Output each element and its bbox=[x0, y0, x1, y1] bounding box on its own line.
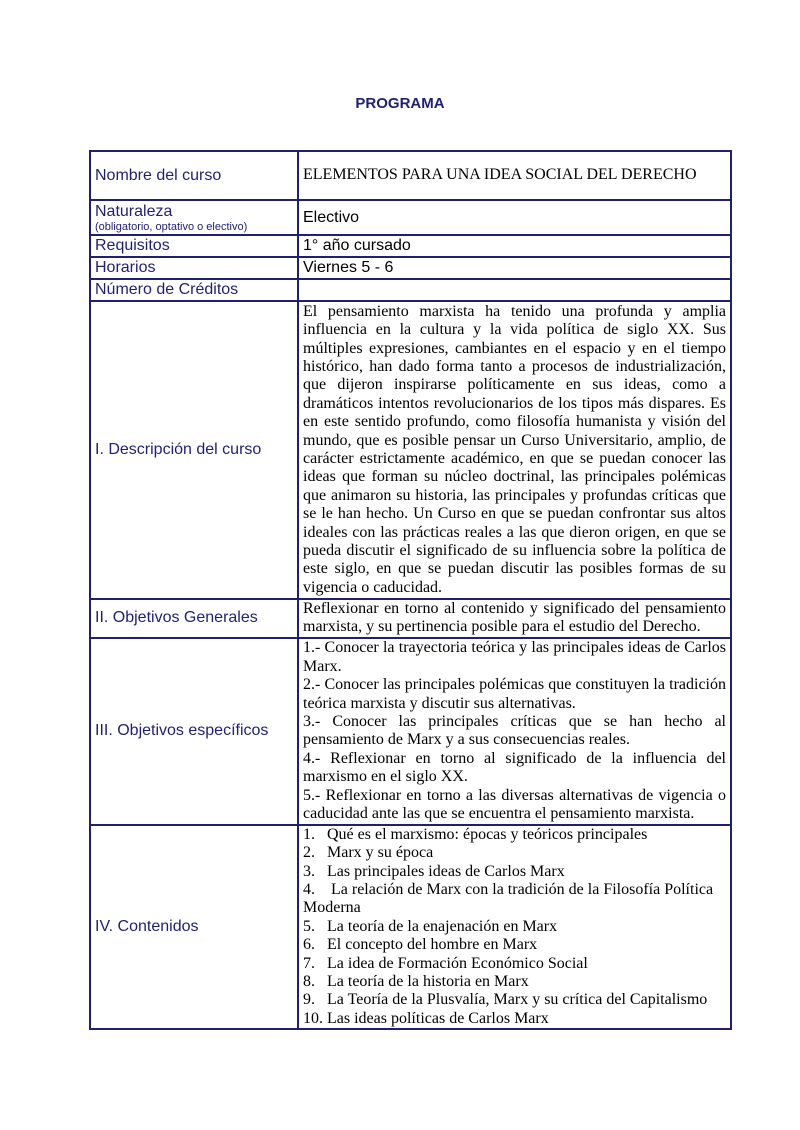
value-generales: Reflexionar en torno al contenido y significado del pensamiento marxista, y su pertinencia posible para el estudio del Derecho. bbox=[298, 599, 731, 638]
value-requisitos: 1° año cursado bbox=[298, 235, 731, 257]
value-creditos bbox=[298, 279, 731, 301]
label-contenidos: IV. Contenidos bbox=[90, 825, 298, 1029]
label-creditos: Número de Créditos bbox=[90, 279, 298, 301]
row-requisitos bbox=[90, 235, 731, 257]
row-especificos bbox=[90, 638, 731, 825]
label-requisitos: Requisitos bbox=[90, 235, 298, 257]
objective-item: 5.- Reflexionar en torno a las diversas alternativas de vigencia o caducidad ante las que se encuentra el pensamiento marxista. bbox=[303, 786, 726, 822]
objective-item: 1.- Conocer la trayectoria teórica y las principales ideas de Carlos Marx. bbox=[303, 639, 726, 675]
page-title: PROGRAMA bbox=[355, 95, 445, 112]
value-descripcion: El pensamiento marxista ha tenido una profunda y amplia influencia en la cultura y la vida política de siglo XX. Sus múltiples expresiones, cambiantes en el espacio y en el tiempo histórico, han dado forma tanto a procesos de industrialización, que dijeron inspirarse políticamente en sus ideas, como a dramáticos intentos revolucionarios de los tipos más dispares. Es en este sentido profundo, como filosofía humanista y visión del mundo, que es posible pensar un Curso Universitario, amplio, de carácter estrictamente académico, en que se puedan conocer las ideas que forman su núcleo doctrinal, las principales polémicas que animaron su historia, las principales y profundas críticas que se le han hecho. Un Curso en que se puedan confrontar sus altos ideales con las prácticas reales a las que dieron origen, en que se pueda discutir el significado de su influencia sobre la política de este siglo, en que se puedan discutir las posibles formas de su vigencia o caducidad. bbox=[298, 301, 731, 599]
row-generales bbox=[90, 599, 731, 638]
objective-item: 4.- Reflexionar en torno al significado de la influencia del marxismo en el siglo XX. bbox=[303, 749, 726, 786]
content-item: 2. Marx y su época bbox=[303, 844, 434, 862]
label-descripcion: I. Descripción del curso bbox=[90, 301, 298, 599]
row-naturaleza bbox=[90, 200, 731, 235]
value-nombre: ELEMENTOS PARA UNA IDEA SOCIAL DEL DERECHO bbox=[298, 151, 731, 200]
value-contenidos bbox=[298, 825, 731, 1029]
content-item: 8. La teoría de la historia en Marx bbox=[303, 973, 529, 991]
row-contenidos bbox=[90, 825, 731, 1029]
program-table bbox=[89, 150, 732, 1030]
label-naturaleza-sub: (obligatorio, optativo o electivo) bbox=[95, 220, 248, 233]
label-nombre: Nombre del curso bbox=[90, 151, 298, 200]
value-naturaleza: Electivo bbox=[298, 200, 731, 235]
row-descripcion bbox=[90, 301, 731, 599]
value-especificos bbox=[298, 638, 731, 825]
label-naturaleza-text: Naturaleza bbox=[95, 202, 173, 220]
objective-item: 2.- Conocer las principales polémicas que constituyen la tradición teórica marxista y discutir sus alternativas. bbox=[303, 676, 726, 712]
content-item: 1. Qué es el marxismo: épocas y teóricos principales bbox=[303, 825, 648, 843]
objective-item: 3.- Conocer las principales críticas que se han hecho al pensamiento de Marx y a sus consecuencias reales. bbox=[303, 712, 726, 749]
content-item: 5. La teoría de la enajenación en Marx bbox=[303, 917, 558, 935]
label-naturaleza bbox=[90, 200, 298, 235]
label-horarios: Horarios bbox=[90, 257, 298, 279]
content-item: 6. El concepto del hombre en Marx bbox=[303, 936, 538, 954]
content-item: 7. La idea de Formación Económico Social bbox=[303, 954, 588, 972]
label-especificos: III. Objetivos específicos bbox=[90, 638, 298, 825]
row-nombre bbox=[90, 151, 731, 200]
row-horarios bbox=[90, 257, 731, 279]
value-horarios: Viernes 5 - 6 bbox=[298, 257, 731, 279]
label-generales: II. Objetivos Generales bbox=[90, 599, 298, 638]
content-item: 10. Las ideas políticas de Carlos Marx bbox=[303, 1009, 549, 1027]
row-creditos bbox=[90, 279, 731, 301]
content-item: 9. La Teoría de la Plusvalía, Marx y su crítica del Capitalismo bbox=[303, 991, 708, 1009]
content-item: 4. La relación de Marx con la tradición de la Filosofía Política Moderna bbox=[303, 881, 718, 917]
content-item: 3. Las principales ideas de Carlos Marx bbox=[303, 862, 565, 880]
